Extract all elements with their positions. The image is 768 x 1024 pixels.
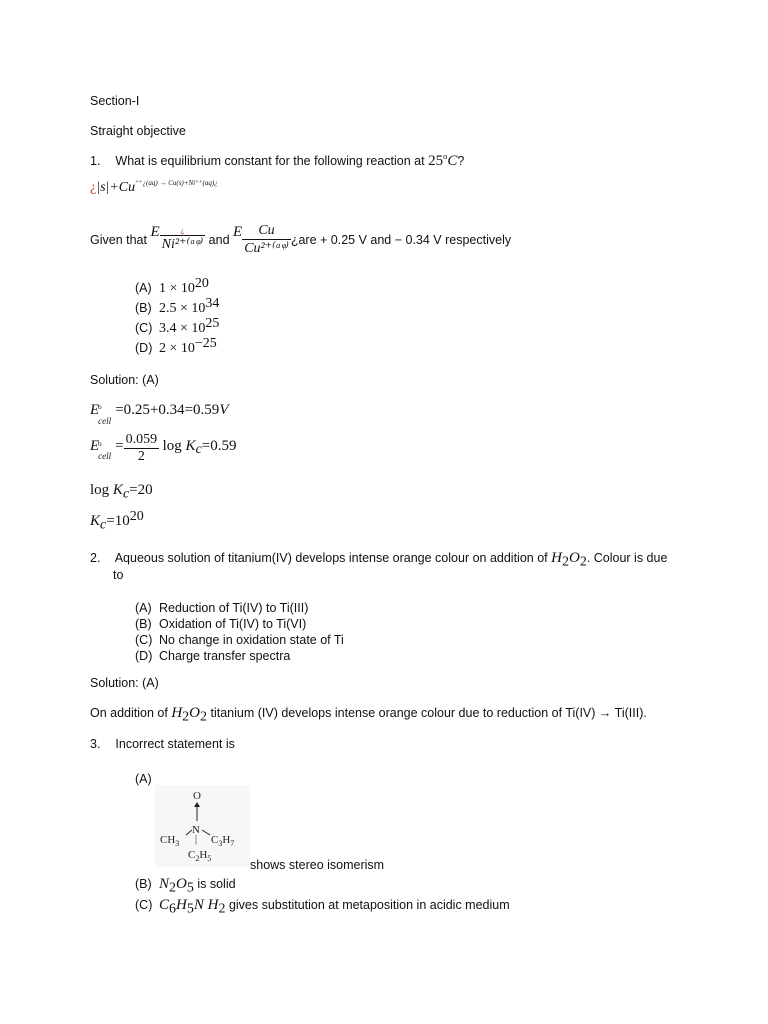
struct-oxygen: O (193, 790, 201, 802)
eq2-value: =0.59 (201, 437, 237, 454)
amine-oxide-structure-diagram (155, 785, 250, 867)
eq3-value: =20 (129, 482, 153, 498)
struct-ethyl: $C_2H_5$ (188, 849, 212, 863)
reaction-artifact: ¿ (90, 180, 97, 195)
eq-ecell-sum: E o cell =0.25+0.34=0.59V (90, 402, 229, 426)
q2-explanation: On addition of $H_2O_2$ titanium (IV) develops intense orange colour due to reduction of Ti(IV) → Ti(III). (90, 705, 647, 725)
struct-methyl: $CH_3$ (160, 834, 180, 848)
question-number: 3. (90, 737, 101, 751)
question-text: Aqueous solution of titanium(IV) develops intense orange colour on addition of (114, 551, 548, 565)
option-d: (D) Charge transfer spectra (135, 649, 291, 663)
option-c: (C) $3.4 \times 10^{25}$ (135, 315, 220, 336)
arrow-icon: → (598, 706, 612, 720)
e2-symbol: E (233, 224, 243, 241)
q1-solution-label: Solution: (A) (90, 373, 159, 387)
question-text: Incorrect statement is (115, 737, 235, 751)
q3-option-b: (B) $N_2O_5$ is solid (135, 876, 236, 896)
struct-nitrogen: N (192, 824, 200, 836)
option-b: (B) Oxidation of Ti(IV) to Ti(VI) (135, 617, 307, 631)
question-2: 2. Aqueous solution of titanium(IV) develops intense orange colour on addition of $H_2O_2$. Colour is due (90, 550, 668, 570)
eq-logk: $\log K_c=20$ (90, 482, 153, 502)
temp-value: 25$^o$ (428, 151, 448, 169)
q1-options (135, 275, 220, 359)
q3-option-a-label: (A) (135, 772, 152, 786)
eq4-exponent: 20 (129, 508, 144, 524)
e1-symbol: E (150, 224, 160, 241)
option-b: (B) $2.5 \times 10^{34}$ (135, 295, 220, 316)
option-a: (A) $1 \times 10^{20}$ (135, 275, 209, 296)
reaction-equation (90, 180, 218, 196)
log-word: log (162, 437, 182, 454)
question-2-line2: to (113, 568, 124, 582)
q2-options (135, 600, 344, 664)
e1-fraction: $\frac{¿}{\text{Ni²⁺⁽ᵃᵠ⁾}}$ (161, 227, 204, 252)
question-3 (90, 737, 235, 751)
question-text-tail: . Colour is due (586, 551, 668, 565)
option-d: (D) $2 \times 10^{-25}$ (135, 335, 217, 356)
nernst-fraction: $\frac{0.059}{2}$ (125, 432, 158, 464)
section-subtitle: Straight objective (90, 124, 186, 138)
option-c: (C) No change in oxidation state of Ti (135, 633, 344, 647)
q3-option-a-text: shows stereo isomerism (250, 858, 385, 872)
eq1-unit: V (219, 402, 229, 418)
given-suffix: ¿are + 0.25 V and − 0.34 V respectively (290, 233, 512, 248)
eq1-value: =0.25+0.34=0.59 (115, 402, 220, 418)
question-mark: ? (457, 154, 465, 168)
struct-propyl: $C_3H_7$ (211, 834, 235, 848)
eq-nernst: E o cell = $\frac{0.059}{2}$ $\log K_c=0.59$ (90, 432, 237, 464)
struct-bond-down: | (195, 834, 198, 845)
reaction-left: |s|+Cu (96, 180, 136, 195)
reaction-right: ⁺⁺¿(aq) → Cu(s)+Ni⁺⁺(aq)¿ (135, 179, 218, 187)
q2-solution-label: Solution: (A) (90, 676, 159, 690)
q3-option-c: (C) $C_6H_5N$ $H_2$ gives substitution at metaposition in acidic medium (135, 897, 510, 917)
given-prefix: Given that (90, 233, 147, 248)
eq-kc: $K_c=10^{20}$ (90, 508, 144, 533)
question-number: 1. (90, 154, 101, 168)
and-word: and (208, 233, 230, 248)
section-title: Section-I (90, 94, 140, 108)
temp-unit: C (447, 153, 458, 169)
question-number: 2. (90, 551, 101, 565)
e2-fraction: $\frac{Cu}{\text{Cu²⁺⁽ᵃᵠ⁾}}$ (244, 223, 289, 256)
question-1 (90, 153, 464, 170)
option-a: (A) Reduction of Ti(IV) to Ti(III) (135, 601, 309, 615)
given-line (90, 217, 512, 256)
question-text: What is equilibrium constant for the following reaction at (115, 154, 425, 168)
